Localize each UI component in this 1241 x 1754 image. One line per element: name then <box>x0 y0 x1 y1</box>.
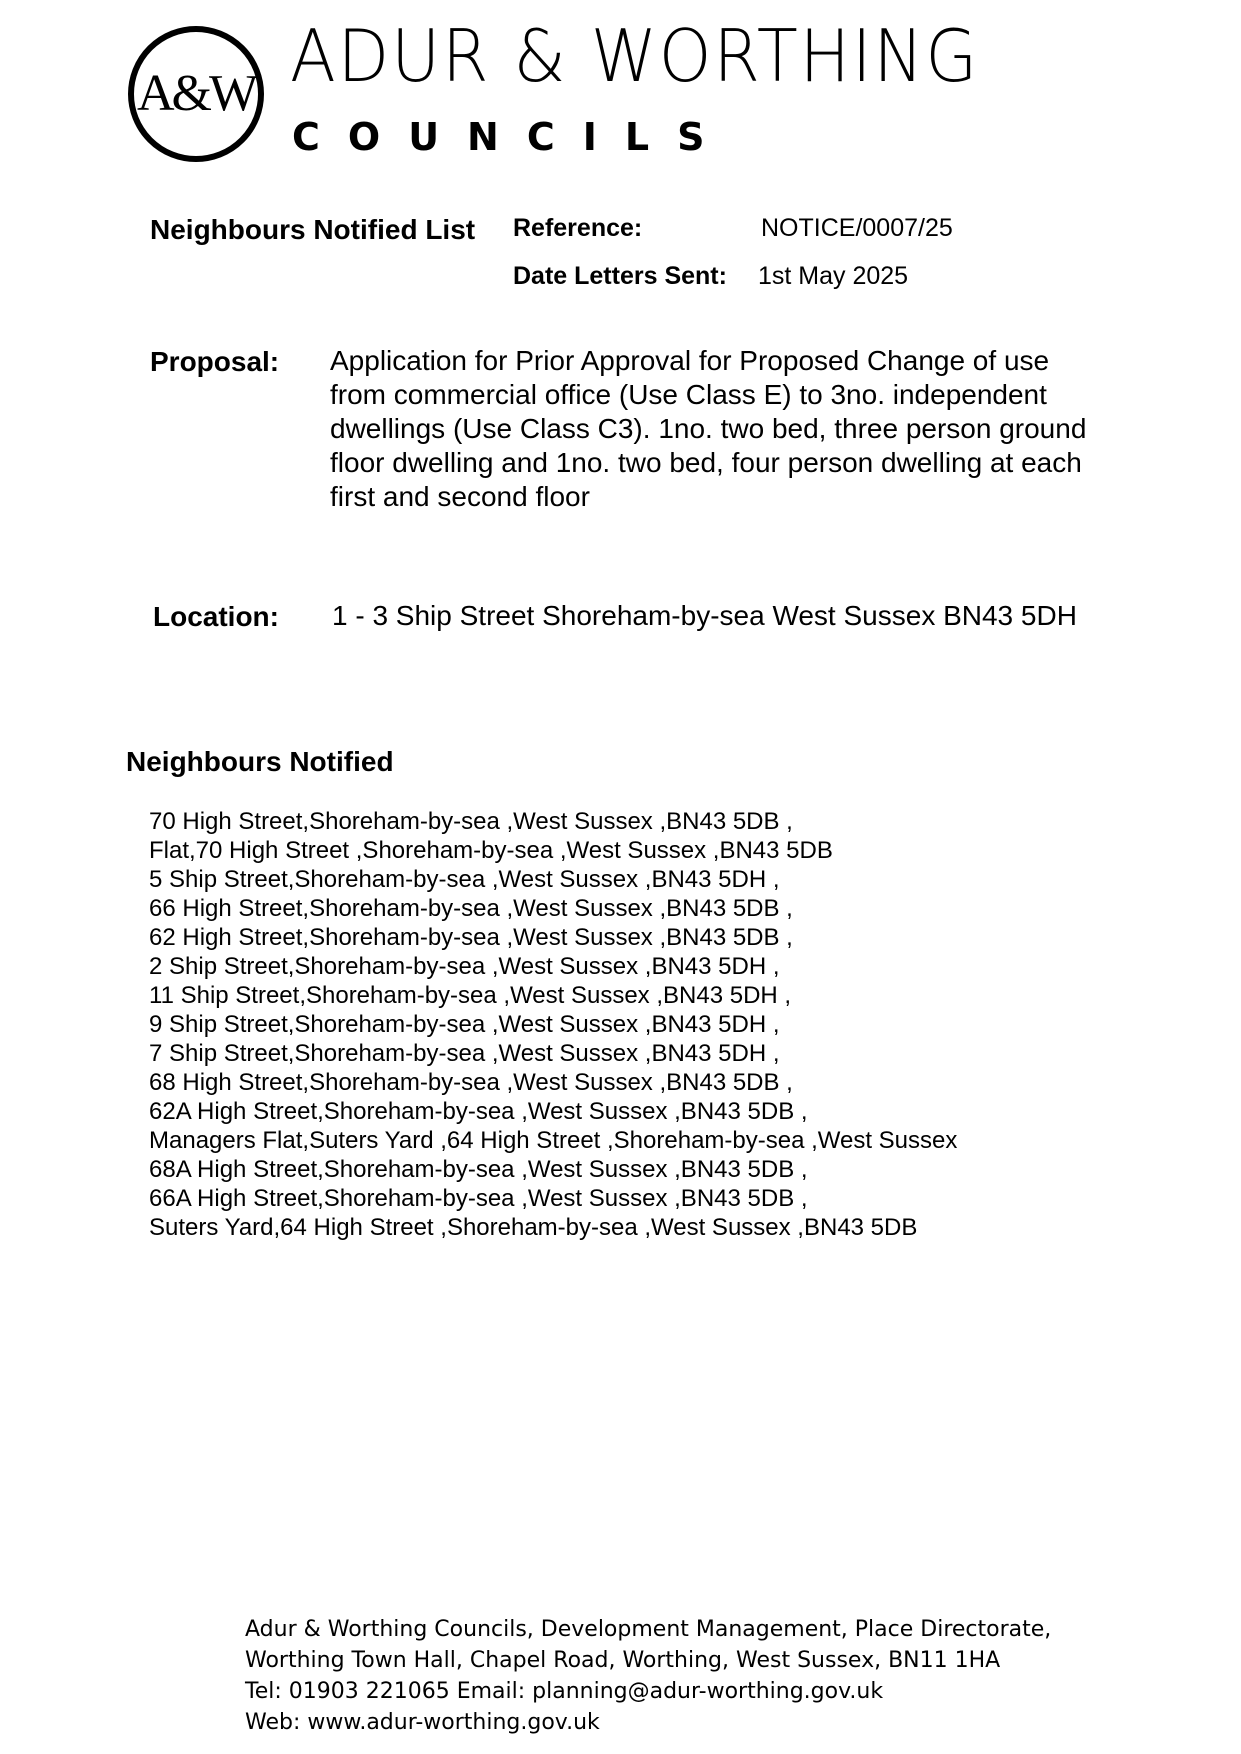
list-title: Neighbours Notified List <box>150 214 476 245</box>
footer-address-line-1: Adur & Worthing Councils, Development Management, Place Directorate, <box>245 1617 1052 1642</box>
list-item: 7 Ship Street,Shoreham-by-sea ,West Sussex ,BN43 5DH , <box>149 1040 780 1067</box>
proposal-label: Proposal: <box>150 346 280 377</box>
list-item: 70 High Street,Shoreham-by-sea ,West Sussex ,BN43 5DB , <box>149 808 793 835</box>
footer-web-line: Web: www.adur-worthing.gov.uk <box>245 1710 600 1735</box>
date-letters-sent-value: 1st May 2025 <box>758 262 909 290</box>
neighbours-heading: Neighbours Notified <box>126 746 394 777</box>
list-item: 66A High Street,Shoreham-by-sea ,West Sussex ,BN43 5DB , <box>149 1185 808 1212</box>
neighbours-list <box>149 807 957 1242</box>
list-item: Suters Yard,64 High Street ,Shoreham-by-sea ,West Sussex ,BN43 5DB <box>149 1214 918 1241</box>
footer-address-line-2: Worthing Town Hall, Chapel Road, Worthing, West Sussex, BN11 1HA <box>245 1648 1001 1673</box>
footer-contact <box>245 1614 1051 1738</box>
list-item: 62 High Street,Shoreham-by-sea ,West Sussex ,BN43 5DB , <box>149 924 793 951</box>
list-item: 5 Ship Street,Shoreham-by-sea ,West Sussex ,BN43 5DH , <box>149 866 780 893</box>
list-item: Flat,70 High Street ,Shoreham-by-sea ,West Sussex ,BN43 5DB <box>149 837 833 864</box>
list-item: 2 Ship Street,Shoreham-by-sea ,West Sussex ,BN43 5DH , <box>149 953 780 980</box>
list-item: 9 Ship Street,Shoreham-by-sea ,West Sussex ,BN43 5DH , <box>149 1011 780 1038</box>
reference-label: Reference: <box>513 214 643 242</box>
date-letters-sent-label: Date Letters Sent: <box>513 262 727 290</box>
list-item: 68 High Street,Shoreham-by-sea ,West Sussex ,BN43 5DB , <box>149 1069 793 1096</box>
list-item: 68A High Street,Shoreham-by-sea ,West Sussex ,BN43 5DB , <box>149 1156 808 1183</box>
reference-value: NOTICE/0007/25 <box>761 214 953 242</box>
list-item: 66 High Street,Shoreham-by-sea ,West Sussex ,BN43 5DB , <box>149 895 793 922</box>
location-text: 1 - 3 Ship Street Shoreham-by-sea West Sussex BN43 5DH <box>332 600 1077 631</box>
council-logo <box>126 24 266 164</box>
proposal-text: Application for Prior Approval for Proposed Change of use from commercial office (Use Class E) to 3no. independent dwellings (Use Class C3). 1no. two bed, three person ground floor dwelling and 1no. two bed, four person dwelling at each first and second floor <box>330 345 1087 512</box>
location-label: Location: <box>153 601 279 632</box>
list-item: 11 Ship Street,Shoreham-by-sea ,West Sussex ,BN43 5DH , <box>149 982 792 1009</box>
footer-contact-line: Tel: 01903 221065 Email: planning@adur-worthing.gov.uk <box>245 1679 884 1704</box>
brand-subtitle: COUNCILS <box>292 115 733 159</box>
brand-title: ADUR & WORTHING <box>290 14 980 98</box>
logo-monogram: A&W <box>136 65 256 122</box>
list-item: 62A High Street,Shoreham-by-sea ,West Sussex ,BN43 5DB , <box>149 1098 808 1125</box>
list-item: Managers Flat,Suters Yard ,64 High Street ,Shoreham-by-sea ,West Sussex <box>149 1127 958 1154</box>
